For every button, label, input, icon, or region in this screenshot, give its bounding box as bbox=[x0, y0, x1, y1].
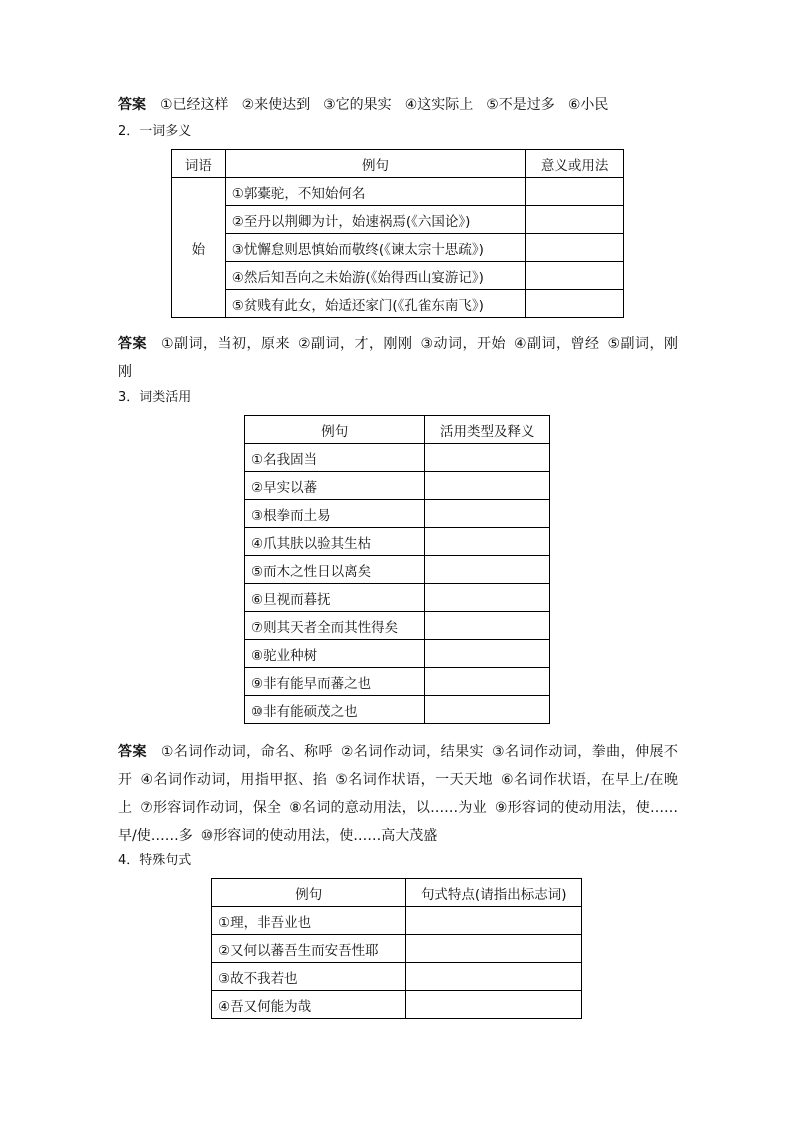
blank-cell bbox=[425, 472, 550, 500]
blank-cell bbox=[425, 528, 550, 556]
answer-item: ②副词，才，刚刚 bbox=[297, 336, 413, 352]
example-cell: ②早实以蕃 bbox=[245, 472, 425, 500]
answer-label: 答案 bbox=[118, 97, 146, 113]
blank-cell bbox=[425, 444, 550, 472]
answer-2 bbox=[118, 330, 678, 386]
header-meaning: 意义或用法 bbox=[526, 150, 624, 178]
table-header-row bbox=[212, 879, 582, 907]
section2-title: 2．一词多义 bbox=[118, 124, 192, 139]
blank-cell bbox=[526, 262, 624, 290]
blank-cell bbox=[406, 963, 582, 991]
header-usage: 活用类型及释义 bbox=[425, 416, 550, 444]
table-row bbox=[212, 991, 582, 1019]
table-header-row bbox=[245, 416, 550, 444]
table-row bbox=[172, 234, 624, 262]
table-row bbox=[172, 206, 624, 234]
table-row bbox=[212, 935, 582, 963]
answer-item: ⑤副词，刚刚 bbox=[118, 336, 678, 380]
example-cell: ⑤而木之性日以离矣 bbox=[245, 556, 425, 584]
answer-label: 答案 bbox=[118, 336, 147, 352]
answer-item: ⑤名词作状语，一天天地 bbox=[335, 772, 493, 788]
blank-cell bbox=[406, 935, 582, 963]
table-row bbox=[245, 668, 550, 696]
blank-cell bbox=[526, 206, 624, 234]
section4-title: 4．特殊句式 bbox=[118, 853, 192, 868]
table-row bbox=[245, 612, 550, 640]
example-cell: ④吾又何能为哉 bbox=[212, 991, 406, 1019]
word-usage-table bbox=[244, 415, 550, 724]
example-cell: ⑩非有能硕茂之也 bbox=[245, 696, 425, 724]
polysemy-table bbox=[171, 149, 624, 318]
example-cell: ⑤贫贱有此女，始适还家门(《孔雀东南飞》) bbox=[225, 290, 525, 318]
example-cell: ③根拳而土易 bbox=[245, 500, 425, 528]
table-row bbox=[172, 178, 624, 206]
table-row bbox=[245, 528, 550, 556]
table-row bbox=[172, 262, 624, 290]
header-example: 例句 bbox=[225, 150, 525, 178]
answer-item: ③动词，开始 bbox=[420, 336, 506, 352]
blank-cell bbox=[406, 991, 582, 1019]
answer-1 bbox=[118, 95, 621, 115]
blank-cell bbox=[526, 234, 624, 262]
answer-item: ⑧名词的意动用法，以……为业 bbox=[289, 800, 487, 816]
answer-item: ①名词作动词，命名、称呼 bbox=[160, 744, 333, 760]
answer-3 bbox=[118, 738, 678, 850]
header-pattern: 句式特点(请指出标志词) bbox=[406, 879, 582, 907]
blank-cell bbox=[425, 556, 550, 584]
example-cell: ③故不我若也 bbox=[212, 963, 406, 991]
answer-item: ⑦形容词作动词，保全 bbox=[140, 800, 282, 816]
blank-cell bbox=[406, 907, 582, 935]
blank-cell bbox=[425, 612, 550, 640]
sentence-pattern-table bbox=[211, 878, 582, 1019]
answer-item: ④名词作动词，用指甲抠、掐 bbox=[140, 772, 328, 788]
table-row bbox=[245, 444, 550, 472]
table-row bbox=[245, 640, 550, 668]
example-cell: ⑨非有能早而蕃之也 bbox=[245, 668, 425, 696]
example-cell: ①理，非吾业也 bbox=[212, 907, 406, 935]
blank-cell bbox=[425, 640, 550, 668]
example-cell: ④然后知吾向之未始游(《始得西山宴游记》) bbox=[225, 262, 525, 290]
answer-item: ③它的果实 bbox=[323, 97, 392, 113]
example-cell: ②又何以蕃吾生而安吾性耶 bbox=[212, 935, 406, 963]
example-cell: ④爪其肤以验其生枯 bbox=[245, 528, 425, 556]
table-row bbox=[245, 472, 550, 500]
example-cell: ⑦则其天者全而其性得矣 bbox=[245, 612, 425, 640]
answer-item: ③名词作动词，拳曲，伸展不开 bbox=[118, 744, 678, 788]
blank-cell bbox=[425, 584, 550, 612]
example-cell: ②至丹以荆卿为计，始速祸焉(《六国论》) bbox=[225, 206, 525, 234]
answer-item: ①副词，当初，原来 bbox=[160, 336, 290, 352]
blank-cell bbox=[425, 500, 550, 528]
table-header-row bbox=[172, 150, 624, 178]
example-cell: ⑧驼业种树 bbox=[245, 640, 425, 668]
answer-item: ④副词，曾经 bbox=[513, 336, 600, 352]
word-cell: 始 bbox=[172, 178, 226, 318]
answer-item: ⑥小民 bbox=[567, 97, 609, 113]
table-row bbox=[245, 500, 550, 528]
table-row bbox=[245, 556, 550, 584]
table-row bbox=[212, 907, 582, 935]
answer-item: ①已经这样 bbox=[160, 97, 229, 113]
header-example: 例句 bbox=[212, 879, 406, 907]
blank-cell bbox=[425, 696, 550, 724]
example-cell: ③忧懈怠则思慎始而敬终(《谏太宗十思疏》) bbox=[225, 234, 525, 262]
answer-label: 答案 bbox=[118, 744, 147, 760]
answer-item: ⑨形容词的使动用法，使……早/使……多 bbox=[118, 800, 678, 844]
example-cell: ①名我固当 bbox=[245, 444, 425, 472]
table-row bbox=[245, 584, 550, 612]
blank-cell bbox=[526, 290, 624, 318]
blank-cell bbox=[526, 178, 624, 206]
answer-item: ⑥名词作状语，在早上/在晚上 bbox=[118, 772, 678, 816]
answer-item: ④这实际上 bbox=[404, 97, 474, 113]
answer-item: ②来使达到 bbox=[241, 97, 311, 113]
blank-cell bbox=[425, 668, 550, 696]
table-row bbox=[212, 963, 582, 991]
header-word: 词语 bbox=[172, 150, 226, 178]
example-cell: ①郭橐驼，不知始何名 bbox=[225, 178, 525, 206]
answer-item: ⑩形容词的使动用法，使……高大茂盛 bbox=[200, 828, 438, 844]
example-cell: ⑥旦视而暮抚 bbox=[245, 584, 425, 612]
answer-item: ⑤不是过多 bbox=[486, 97, 555, 113]
table-row bbox=[172, 290, 624, 318]
table-row bbox=[245, 696, 550, 724]
answer-item: ②名词作动词，结果实 bbox=[340, 744, 484, 760]
section3-title: 3．词类活用 bbox=[118, 390, 192, 405]
header-example: 例句 bbox=[245, 416, 425, 444]
